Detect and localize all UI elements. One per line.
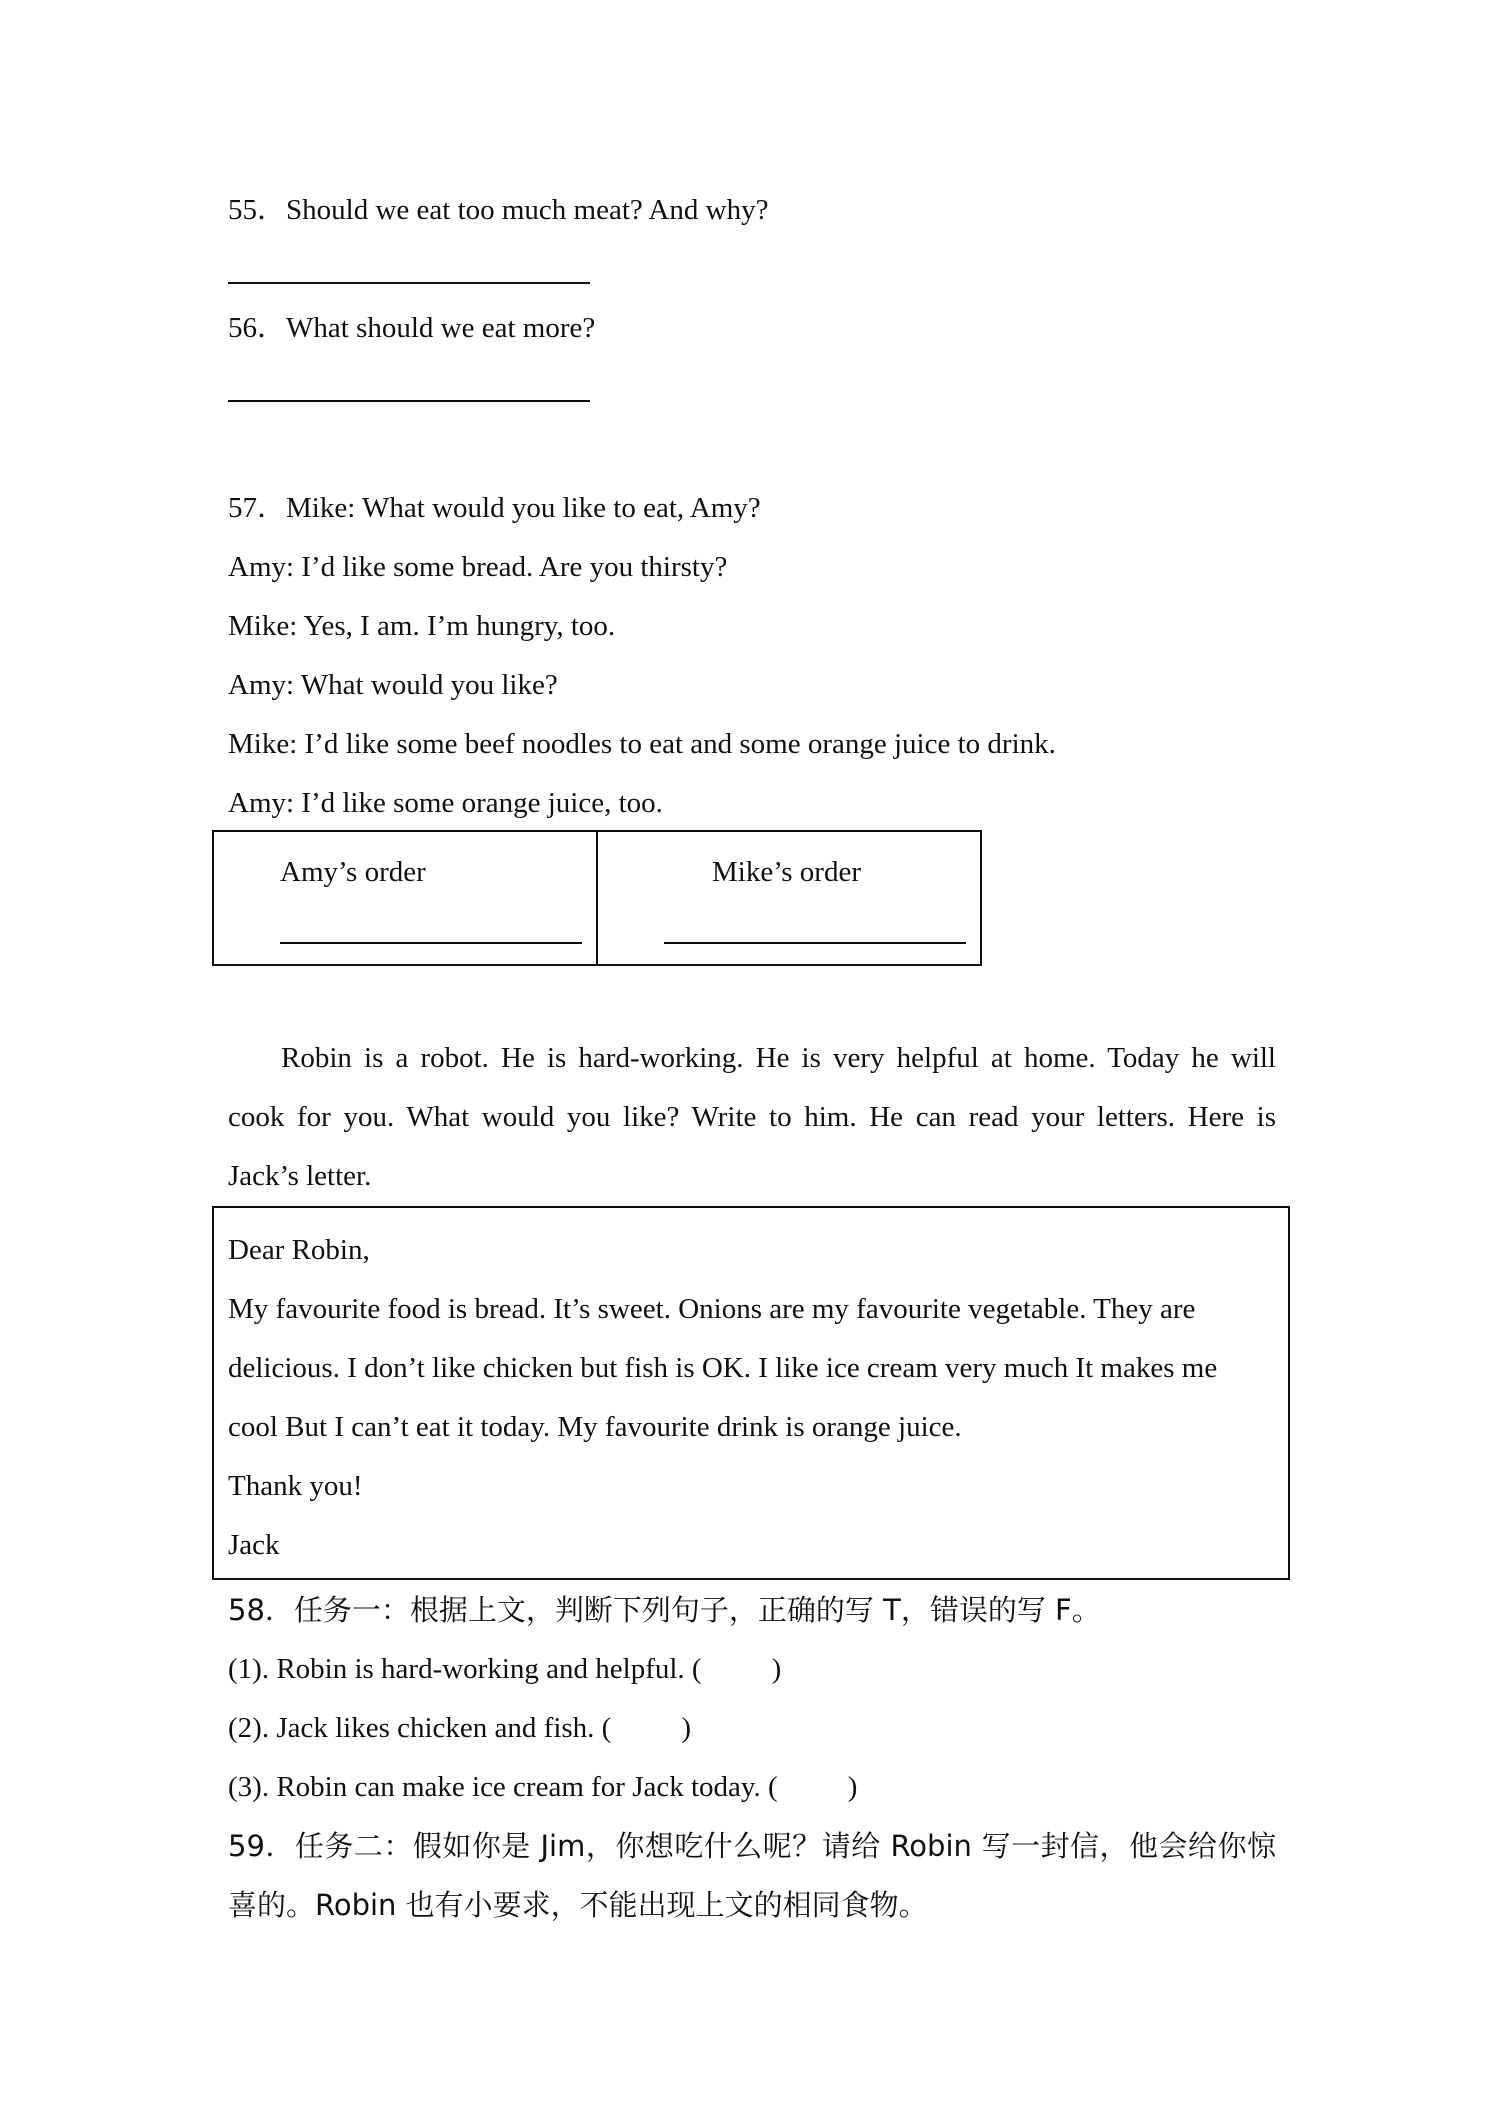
question-59-line-2: 喜的。Robin 也有小要求，不能出现上文的相同食物。: [228, 1888, 928, 1922]
dialogue-line-5: Mike: I’d like some beef noodles to eat and some orange juice to drink.: [228, 728, 1056, 760]
dialogue-line-2: Amy: I’d like some bread. Are you thirsty?: [228, 551, 728, 583]
question-56: [228, 308, 595, 348]
question-55: [228, 190, 768, 230]
letter-signature: Jack: [228, 1529, 280, 1561]
mike-order-cell: [596, 832, 980, 964]
dialogue-text: Mike: What would you like to eat, Amy?: [286, 492, 761, 524]
amy-order-label: Amy’s order: [280, 856, 426, 888]
question-number: 57．: [228, 492, 287, 524]
letter-body-line-3: cool But I can’t eat it today. My favourite drink is orange juice.: [228, 1411, 962, 1443]
letter-body-line-1: My favourite food is bread. It’s sweet. Onions are my favourite vegetable. They are: [228, 1293, 1196, 1325]
mike-order-blank[interactable]: [664, 942, 966, 944]
question-58-heading: 58．任务一：根据上文，判断下列句子，正确的写 T，错误的写 F。: [228, 1593, 1101, 1627]
judgement-item-2: [228, 1708, 691, 1748]
judgement-text: (3). Robin can make ice cream for Jack today. (: [228, 1771, 778, 1803]
letter-greeting: Dear Robin,: [228, 1234, 370, 1266]
dialogue-line-1: [228, 488, 761, 528]
mike-order-label: Mike’s order: [712, 856, 861, 888]
order-table: [212, 830, 982, 966]
passage-line-2: cook for you. What would you like? Write to him. He can read your letters. Here is: [228, 1101, 1276, 1133]
question-text: Should we eat too much meat? And why?: [286, 194, 769, 226]
amy-order-cell: [214, 832, 596, 964]
passage-line-3: Jack’s letter.: [228, 1160, 372, 1192]
passage-line-1: Robin is a robot. He is hard-working. He is very helpful at home. Today he will: [281, 1042, 1276, 1074]
letter-closing: Thank you!: [228, 1470, 363, 1502]
question-number: 55．: [228, 194, 287, 226]
dialogue-line-4: Amy: What would you like?: [228, 669, 558, 701]
dialogue-line-3: Mike: Yes, I am. I’m hungry, too.: [228, 610, 616, 642]
judgement-text: (2). Jack likes chicken and fish. (: [228, 1712, 612, 1744]
amy-order-blank[interactable]: [280, 942, 582, 944]
question-number: 56．: [228, 312, 287, 344]
question-59-line-1: 59．任务二：假如你是 Jim，你想吃什么呢？请给 Robin 写一封信，他会给你惊: [228, 1829, 1276, 1863]
judgement-text: (1). Robin is hard-working and helpful. (: [228, 1653, 702, 1685]
judgement-close: ): [847, 1771, 858, 1803]
question-text: What should we eat more?: [286, 312, 596, 344]
answer-blank-55[interactable]: [228, 282, 590, 284]
judgement-close: ): [771, 1653, 782, 1685]
judgement-item-1: [228, 1649, 781, 1689]
letter-body-line-2: delicious. I don’t like chicken but fish is OK. I like ice cream very much It makes me: [228, 1352, 1218, 1384]
judgement-item-3: [228, 1767, 857, 1807]
letter-box: [212, 1206, 1290, 1580]
judgement-close: ): [681, 1712, 691, 1744]
dialogue-line-6: Amy: I’d like some orange juice, too.: [228, 787, 663, 819]
answer-blank-56[interactable]: [228, 400, 590, 402]
